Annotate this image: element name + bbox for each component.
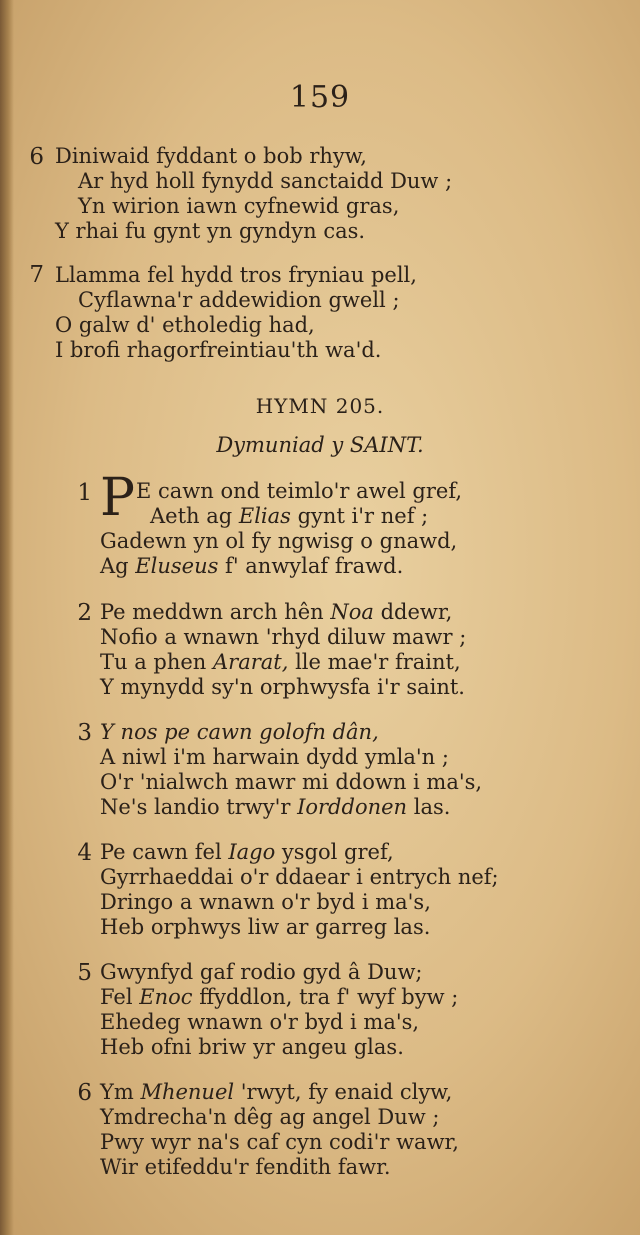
verse-line: Wir etifeddu'r fendith fawr. (100, 1155, 391, 1179)
verse-line: O galw d' etholedig had, (55, 313, 315, 337)
verse-line: I brofi rhagorfreintiau'th wa'd. (55, 338, 382, 362)
verse-line: Diniwaid fyddant o bob rhyw, (55, 144, 367, 168)
book-spine-shadow (0, 0, 14, 1235)
verse-number: 6 (29, 144, 44, 170)
verse-line: Aeth ag Elias gynt i'r nef ; (150, 504, 429, 528)
verse-line: Pe cawn fel Iago ysgol gref, (100, 840, 394, 864)
verse-line: Heb orphwys liw ar garreg las. (100, 915, 431, 939)
verse-line: Ar hyd holl fynydd sanctaidd Duw ; (78, 169, 453, 193)
verse-number: 5 (77, 960, 92, 986)
verse-line: Gyrrhaeddai o'r ddaear i entrych nef; (100, 865, 499, 889)
verse-number: 6 (77, 1080, 92, 1106)
verse-line: Yn wirion iawn cyfnewid gras, (78, 194, 400, 218)
verse-line: E cawn ond teimlo'r awel gref, (136, 479, 463, 503)
hymn-subtitle: Dymuniad y SAINT. (216, 433, 424, 457)
verse-number: 2 (77, 600, 92, 626)
verse-line: Tu a phen Ararat, lle mae'r fraint, (100, 650, 461, 674)
verse-line: Gwynfyd gaf rodio gyd â Duw; (100, 960, 423, 984)
page-number: 159 (289, 80, 351, 115)
verse-number: 1 (77, 480, 92, 506)
verse-line: Dringo a wnawn o'r byd i ma's, (100, 890, 431, 914)
verse-line: Y nos pe cawn golofn dân, (100, 720, 379, 744)
verse-line: Ne's landio trwy'r Iorddonen las. (100, 795, 451, 819)
verse-line: Pwy wyr na's caf cyn codi'r wawr, (100, 1130, 459, 1154)
verse-line: Ymdrecha'n dêg ag angel Duw ; (100, 1105, 440, 1129)
verse-number: 3 (77, 720, 92, 746)
verse-line: Ag Elиseus f' anwylaf frawd. (100, 554, 404, 578)
verse-line: Gadewn yn ol fy ngwisg o gnawd, (100, 529, 458, 553)
verse-line: Ym Mhenuel 'rwyt, fy enaid clyw, (100, 1080, 453, 1104)
verse-number: 7 (29, 262, 44, 288)
drop-cap: P (100, 468, 135, 528)
verse-line: Heb ofni briw yr angeu glas. (100, 1035, 404, 1059)
verse-line: A niwl i'm harwain dydd ymla'n ; (100, 745, 449, 769)
hymn-title: HYMN 205. (255, 394, 385, 418)
verse-line: Nofio a wnawn 'rhyd diluw mawr ; (100, 625, 467, 649)
verse-line: O'r 'nialwch mawr mi ddown i ma's, (100, 770, 483, 794)
verse-line: Pe meddwn arch hên Noa ddewr, (100, 600, 453, 624)
verse-line: Cyflawna'r addewidion gwell ; (78, 288, 400, 312)
verse-line: Fel Enoc ffyddlon, tra f' wyf byw ; (100, 985, 459, 1009)
verse-line: Y rhai fu gynt yn gyndyn cas. (55, 219, 366, 243)
verse-line: Y mynydd sy'n orphwysfa i'r saint. (100, 675, 465, 699)
verse-number: 4 (77, 840, 92, 866)
verse-line: Llamma fel hydd tros fryniau pell, (55, 263, 417, 287)
verse-line: Ehedeg wnawn o'r byd i ma's, (100, 1010, 420, 1034)
